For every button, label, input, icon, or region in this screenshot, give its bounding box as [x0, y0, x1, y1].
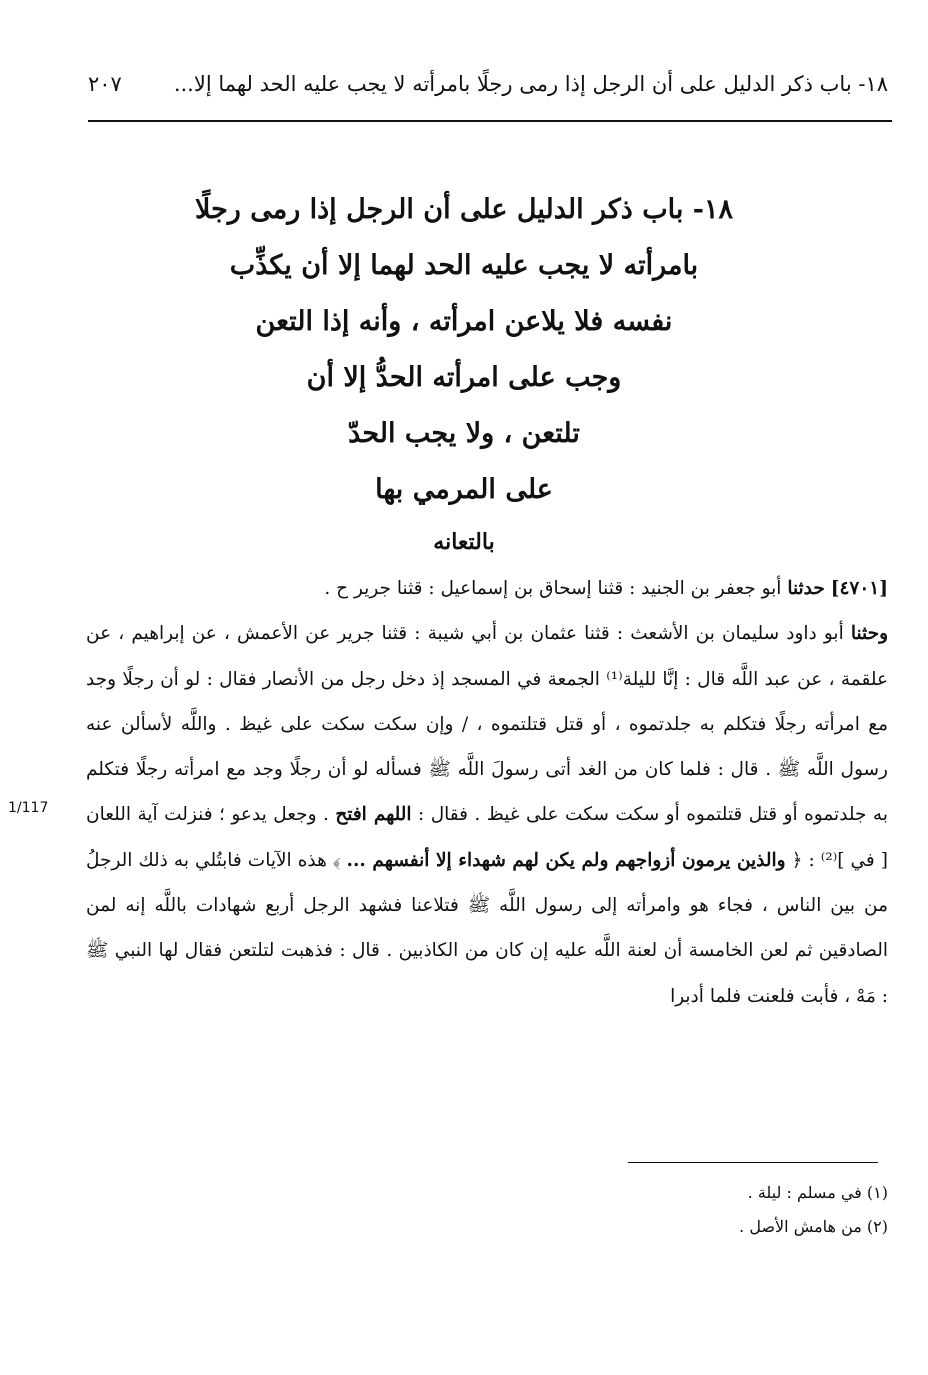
chapter-title-line: ١٨- باب ذكر الدليل على أن الرجل إذا رمى رجلًا [195, 194, 733, 225]
chapter-title-line: بامرأته لا يجب عليه الحد لهما إلا أن يكذِّب [229, 250, 699, 281]
footnote: (١) في مسلم : ليلة . [747, 1183, 888, 1202]
paragraph [86, 566, 888, 611]
quran-verse: والذين يرمون أزواجهم ولم يكن لهم شهداء إلا أنفسهم ... [346, 849, 786, 871]
bold-phrase: اللهم افتح [335, 804, 412, 826]
chapter-title-line: بالتعانه [433, 529, 495, 555]
hadith-number: [٤٧٠١] [830, 578, 888, 599]
margin-reference: 1/117 [8, 800, 49, 816]
header-rule [88, 120, 892, 122]
narration-lead: حدثنا [787, 578, 825, 599]
body-text [86, 566, 888, 1019]
running-header-title: ١٨- باب ذكر الدليل على أن الرجل إذا رمى رجلًا بامرأته لا يجب عليه الحد لهما إلا... [173, 72, 888, 96]
footnotes [86, 1176, 888, 1244]
paragraph-text: . وجعل يدعو ؛ فنزلت آية اللعان [ في ]⁽²⁾ : ﴿ [86, 804, 888, 871]
chapter-title-line: على المرمي بها [375, 474, 553, 505]
paragraph [86, 611, 888, 1019]
paragraph-text: أبو جعفر بن الجنيد : قثنا إسحاق بن إسماعيل : قثنا جرير ح . [324, 578, 788, 599]
paragraph-text: أبو داود سليمان بن الأشعث : قثنا عثمان بن أبي شيبة : قثنا جرير عن الأعمش ، عن إبراهيم ، عن علقمة ، عن عبد اللَّه قال : إنَّا لليلة⁽¹⁾ الجمعة في المسجد إذ دخل رجل من الأنصار فقال : لو أن رجلًا وجد مع امرأته رجلًا فتكلم به جلدتموه ، أو قتل قتلتموه ، / وإن سكت سكت على غيظ . واللَّه لأسألن عنه رسول اللَّه ﷺ . قال : فلما كان من الغد أتى رسولَ اللَّه ﷺ فسأله لو أن رجلًا وجد مع امرأته رجلًا فتكلم به جلدتموه أو قتل قتلتموه أو سكت سكت على غيظ . فقال : [86, 623, 888, 826]
footnote: (٢) من هامش الأصل . [739, 1217, 888, 1236]
narration-lead: وحثنا [850, 623, 888, 645]
page-number: ٢٠٧ [88, 72, 122, 96]
paragraph-text: ﴾ هذه الآيات فابتُلي به ذلك الرجلُ من بين الناس ، فجاء هو وامرأته إلى رسول اللَّه ﷺ فتلاعنا فشهد الرجل أربع شهادات باللَّه إنه لمن الصادقين ثم لعن الخامسة أن لعنة اللَّه عليه إن كان من الكاذبين . قال : فذهبت لتلتعن فقال لها النبي ﷺ : مَهْ ، فأبت فلعنت فلما أدبرا [86, 849, 888, 1007]
chapter-title-line: تلتعن ، ولا يجب الحدّ [348, 418, 580, 449]
chapter-title-line: وجب على امرأته الحدُّ إلا أن [306, 362, 622, 393]
running-header [88, 62, 888, 106]
chapter-title [120, 182, 808, 566]
chapter-title-line: نفسه فلا يلاعن امرأته ، وأنه إذا التعن [255, 306, 673, 337]
footnote-rule [628, 1162, 878, 1163]
